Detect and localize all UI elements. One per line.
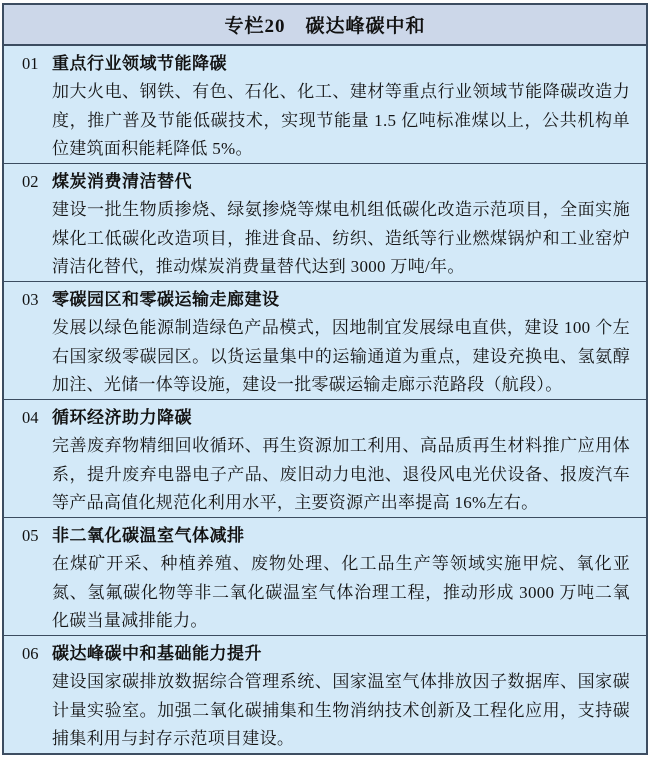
section-body: 建设一批生物质掺烧、绿氨掺烧等煤电机组低碳化改造示范项目，全面实施煤化工低碳化改造项目，推进食品、纺织、造纸等行业燃煤锅炉和工业窑炉清洁化替代，推动煤炭消费量替代达到 3000 万吨/年。 <box>52 200 630 276</box>
section-title: 煤炭消费清洁替代 <box>52 172 192 191</box>
section-number: 02 <box>22 172 39 191</box>
policy-column-box <box>2 3 648 755</box>
section-number: 01 <box>22 54 39 73</box>
section-title: 重点行业领域节能降碳 <box>52 54 227 73</box>
section-body: 完善废弃物精细回收循环、再生资源加工利用、高品质再生材料推广应用体系，提升废弃电器电子产品、废旧动力电池、退役风电光伏设备、报废汽车等产品高值化规范化利用水平，主要资源产出率提高 16%左右。 <box>52 436 630 512</box>
section-02 <box>4 164 646 282</box>
section-body: 发展以绿色能源制造绿色产品模式，因地制宜发展绿电直供，建设 100 个左右国家级零碳园区。以货运量集中的运输通道为重点，建设充换电、氢氨醇加注、光储一体等设施，建设一批零碳运输走廊示范路段（航段）。 <box>52 318 630 394</box>
section-title-row <box>22 286 630 314</box>
section-number: 03 <box>22 290 39 309</box>
section-03 <box>4 282 646 400</box>
section-body: 在煤矿开采、种植养殖、废物处理、化工品生产等领域实施甲烷、氧化亚氮、氢氟碳化物等非二氧化碳温室气体治理工程，推动形成 3000 万吨二氧化碳当量减排能力。 <box>52 554 630 630</box>
section-title-row <box>22 168 630 196</box>
section-title: 碳达峰碳中和基础能力提升 <box>52 644 262 663</box>
section-body: 建设国家碳排放数据综合管理系统、国家温室气体排放因子数据库、国家碳计量实验室。加强二氧化碳捕集和生物消纳技术创新及工程化应用，支持碳捕集利用与封存示范项目建设。 <box>52 672 630 748</box>
section-title-row <box>22 50 630 78</box>
section-body: 加大火电、钢铁、有色、石化、化工、建材等重点行业领域节能降碳改造力度，推广普及节能低碳技术，实现节能量 1.5 亿吨标准煤以上，公共机构单位建筑面积能耗降低 5%。 <box>52 82 630 158</box>
section-number: 04 <box>22 408 39 427</box>
box-title: 专栏20 碳达峰碳中和 <box>4 5 646 46</box>
section-04 <box>4 400 646 518</box>
section-title: 非二氧化碳温室气体减排 <box>52 526 245 545</box>
section-06 <box>4 636 646 753</box>
section-title-row <box>22 640 630 668</box>
section-title: 零碳园区和零碳运输走廊建设 <box>52 290 280 309</box>
section-number: 05 <box>22 526 39 545</box>
section-05 <box>4 518 646 636</box>
section-title-row <box>22 522 630 550</box>
section-number: 06 <box>22 644 39 663</box>
section-title: 循环经济助力降碳 <box>52 408 192 427</box>
section-01 <box>4 46 646 164</box>
section-title-row <box>22 404 630 432</box>
